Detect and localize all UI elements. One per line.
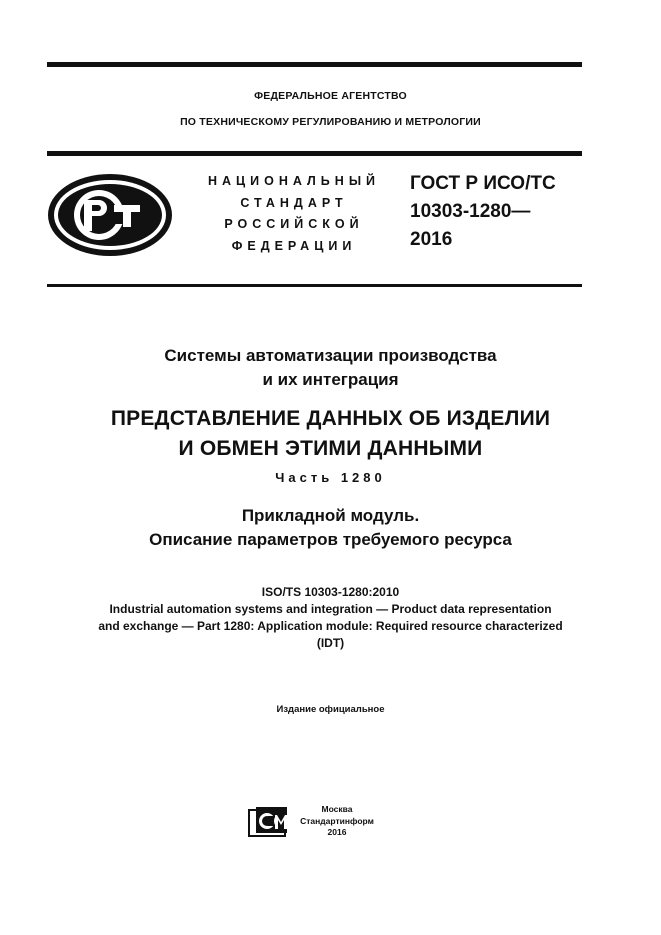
module-title: [0, 504, 661, 552]
agency-line-2: ПО ТЕХНИЧЕСКОМУ РЕГУЛИРОВАНИЮ И МЕТРОЛОГИИ: [180, 116, 481, 128]
main-title-line: И ОБМЕН ЭТИМИ ДАННЫМИ: [178, 437, 483, 460]
subject-line: Системы автоматизации производства: [164, 346, 497, 365]
iso-code: ISO/TS 10303-1280:2010: [261, 585, 400, 599]
iso-idt: (IDT): [316, 636, 345, 650]
gost-line: ГОСТ Р ИСО/ТС: [410, 173, 556, 194]
publisher-name: Стандартинформ: [300, 815, 374, 826]
gost-designation: [410, 170, 610, 254]
rst-logo-icon: [46, 172, 174, 258]
top-rule: [47, 62, 582, 67]
middle-rule: [47, 151, 582, 156]
standartinform-logo-icon: [248, 806, 288, 838]
part-label: Часть 1280: [275, 470, 386, 485]
main-title-line: ПРЕДСТАВЛЕНИЕ ДАННЫХ ОБ ИЗДЕЛИИ: [110, 407, 551, 430]
iso-title-line: Industrial automation systems and integration — Product data representation: [109, 602, 552, 616]
national-standard-line: НАЦИОНАЛЬНЫЙ: [207, 174, 381, 188]
subject-line: и их интеграция: [262, 370, 399, 389]
subject-title: [0, 344, 661, 392]
national-standard-line: СТАНДАРТ: [240, 195, 348, 210]
main-title: [0, 404, 661, 464]
gost-line: 2016: [410, 229, 453, 250]
national-standard-line: ФЕДЕРАЦИИ: [231, 238, 357, 253]
national-standard-label: [196, 171, 392, 257]
national-standard-line: РОССИЙСКОЙ: [224, 217, 364, 231]
module-title-line: Прикладной модуль.: [241, 506, 420, 525]
edition-label: Издание официальное: [276, 704, 385, 715]
module-title-line: Описание параметров требуемого ресурса: [149, 530, 512, 549]
publisher-city: Москва: [321, 804, 353, 814]
iso-title-line: and exchange — Part 1280: Application module: Required resource characterized: [98, 619, 563, 633]
agency-line-1: ФЕДЕРАЛЬНОЕ АГЕНТСТВО: [254, 90, 407, 102]
bottom-rule: [47, 284, 582, 287]
gost-line: 10303-1280—: [410, 201, 531, 222]
iso-reference: [0, 584, 661, 652]
publisher-info: [294, 804, 380, 839]
publisher-year: 2016: [327, 827, 347, 837]
